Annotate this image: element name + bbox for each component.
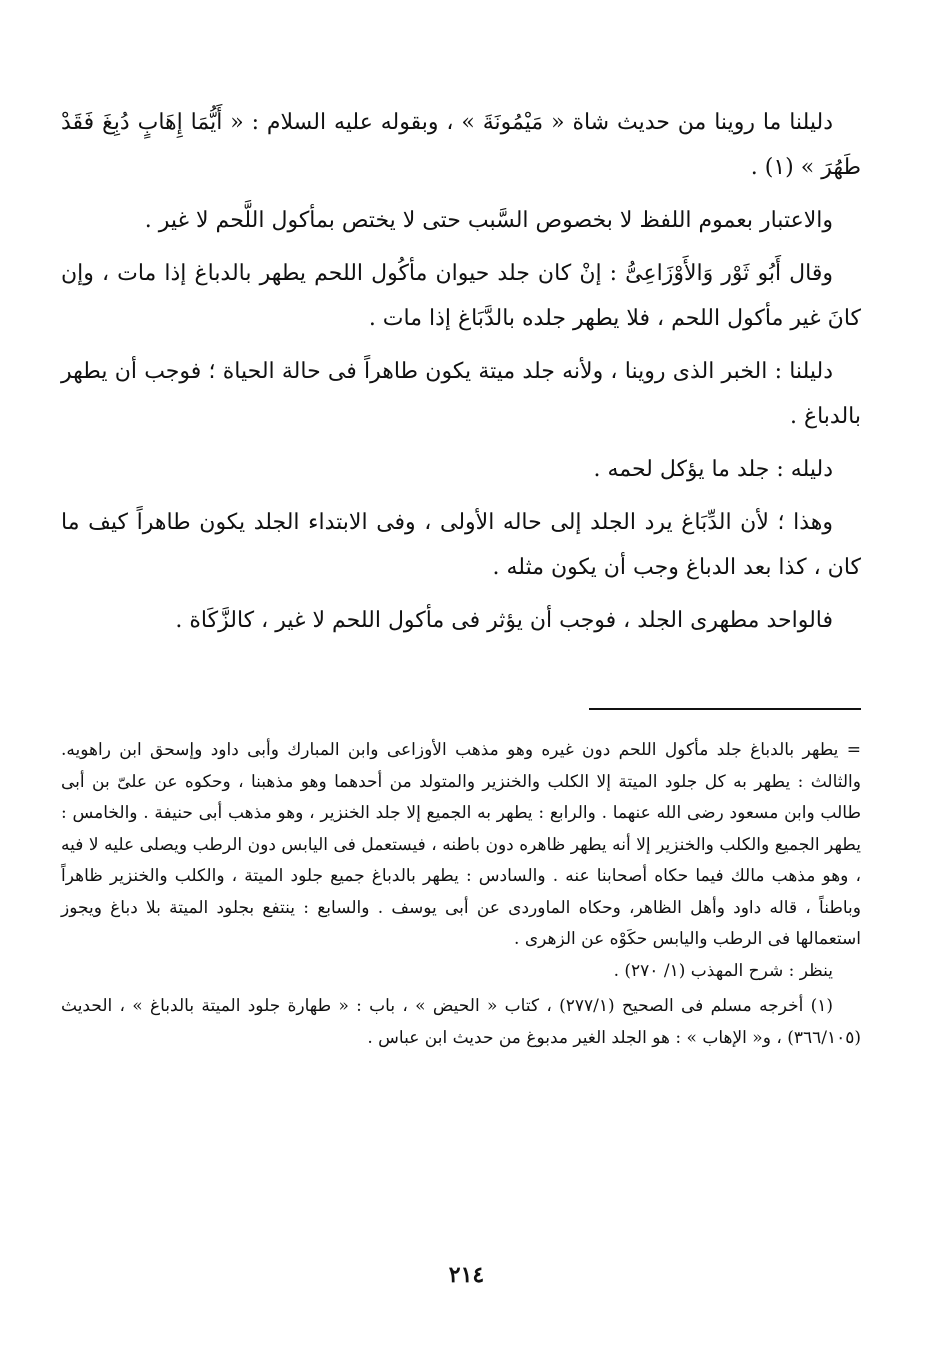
footnote-1: (١) أخرجه مسلم فى الصحيح (٢٧٧/١) ، كتاب « الحيض » ، باب : « طهارة جلود الميتة بالدباغ » ، الحديث (٣٦٦/١٠٥) ، و« الإهاب » : هو الجلد الغير مدبوغ من حديث ابن عباس . [61, 996, 861, 1048]
paragraph-3: وقال أَبُو ثَوْر وَالأَوْزَاعِىُّ : إنْ كان جلد حيوان مأكُول اللحم يطهر بالدباغ إذا مات ، وإن كانَ غير مأكول اللحم ، فلا يطهر جلده بالدَّبَاغ إذا مات . [61, 261, 861, 331]
footnote-reference: ينظر : شرح المهذب (١/ ٢٧٠) . [613, 960, 833, 981]
paragraph-6: وهذا ؛ لأن الدِّبَاغ يرد الجلد إلى حاله الأولى ، وفى الابتداء الجلد يكون طاهراً كيف ما كان ، كذا بعد الدباغ وجب أن يكون مثله . [61, 510, 861, 580]
footnote-separator [589, 708, 861, 710]
paragraph-4: دليلنا : الخبر الذى روينا ، ولأنه جلد ميتة يكون طاهراً فى حالة الحياة ؛ فوجب أن يطهر بالدباغ . [61, 359, 861, 429]
footnote-continuation: = يطهر بالدباغ جلد مأكول اللحم دون غيره وهو مذهب الأوزاعى وابن المبارك وأبى داود وإسحق ابن راهويه. والثالث : يطهر به كل جلود الميتة إلا الكلب والخنزير والمتولد من أحدهما وهو مذهبنا ، وحكوه عن علىّ بن أبى طالب وابن مسعود رضى الله عنهما . والرابع : يطهر به الجميع إلا جلد الخنزير ، وهو مذهب أبى حنيفة . والخامس : يطهر الجميع والكلب والخنزير إلا أنه يطهر ظاهره دون باطنه ، فيستعمل فى اليابس دون الرطب ويصلى عليه لا فيه ، وهو مذهب مالك فيما حكاه أصحابنا عنه . والسادس : يطهر بالدباغ جميع جلود الميتة ، والكلب والخنزير ظاهراً وباطناً ، قاله داود وأهل الظاهر، وحكاه الماوردى عن أبى يوسف . والسابع : ينتفع بجلود الميتة بلا دباغ ويجوز استعمالها فى الرطب واليابس حكَوْه عن الزهرى . [61, 740, 861, 949]
page-number: ٢١٤ [448, 1262, 485, 1288]
paragraph-1: دليلنا ما روينا من حديث شاة « مَيْمُونَةَ » ، وبقوله عليه السلام : « أَيُّمَا إِهَابٍ دُبِغَ فَقَدْ طَهُرَ » (١) . [61, 110, 861, 180]
paragraph-2: والاعتبار بعموم اللفظ لا بخصوص السَّبب حتى لا يختص بمأكول اللَّحم لا غير . [144, 208, 833, 233]
paragraph-5: دليله : جلد ما يؤكل لحمه . [593, 457, 833, 482]
footnotes [61, 735, 861, 1054]
paragraph-7: فالواحد مطهرى الجلد ، فوجب أن يؤثر فى مأكول اللحم لا غير ، كالزَّكَاة . [175, 608, 833, 633]
main-text [61, 100, 861, 651]
